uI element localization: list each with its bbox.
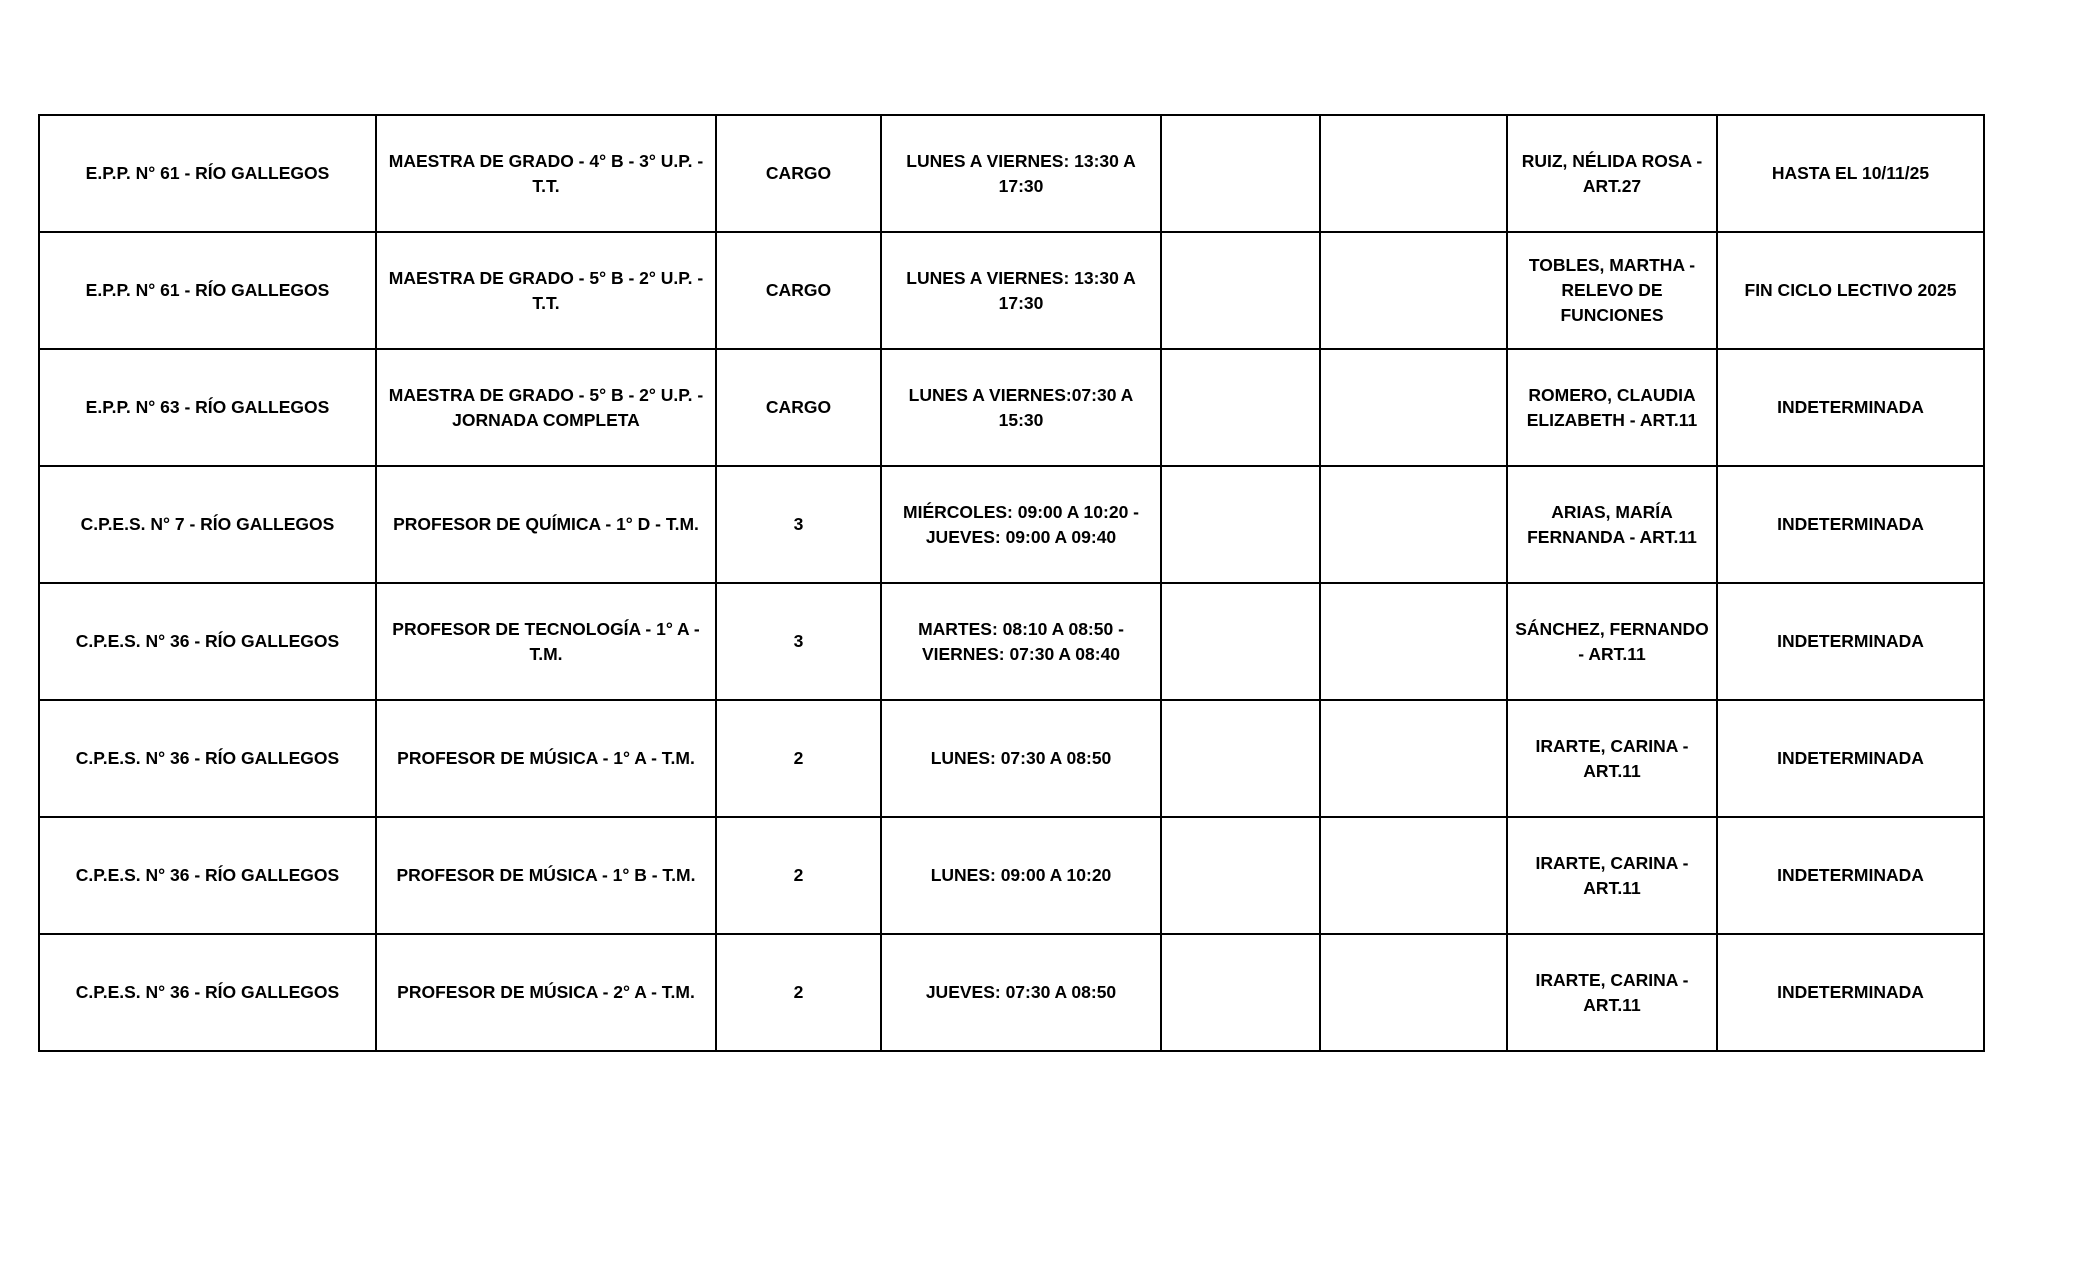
cell-position: MAESTRA DE GRADO - 4° B - 3° U.P. - T.T. — [376, 115, 716, 232]
cell-empty — [1161, 817, 1320, 934]
cell-schedule: LUNES A VIERNES: 13:30 A 17:30 — [881, 115, 1161, 232]
table-row — [39, 232, 1984, 349]
cell-school: E.P.P. N° 61 - RÍO GALLEGOS — [39, 232, 376, 349]
cell-school: E.P.P. N° 61 - RÍO GALLEGOS — [39, 115, 376, 232]
cell-empty — [1161, 232, 1320, 349]
cell-schedule: MARTES: 08:10 A 08:50 - VIERNES: 07:30 A 08:40 — [881, 583, 1161, 700]
cell-school: C.P.E.S. N° 36 - RÍO GALLEGOS — [39, 934, 376, 1051]
cell-replaces: IRARTE, CARINA - ART.11 — [1507, 700, 1717, 817]
cell-school: C.P.E.S. N° 36 - RÍO GALLEGOS — [39, 583, 376, 700]
cell-school: C.P.E.S. N° 36 - RÍO GALLEGOS — [39, 700, 376, 817]
table-row — [39, 115, 1984, 232]
table-row — [39, 817, 1984, 934]
cell-empty — [1161, 349, 1320, 466]
cell-hours: 3 — [716, 583, 881, 700]
cell-empty — [1161, 700, 1320, 817]
cell-hours: 2 — [716, 817, 881, 934]
cell-schedule: MIÉRCOLES: 09:00 A 10:20 - JUEVES: 09:00 A 09:40 — [881, 466, 1161, 583]
table-body — [39, 115, 1984, 1051]
cell-empty — [1320, 466, 1507, 583]
cell-period: FIN CICLO LECTIVO 2025 — [1717, 232, 1984, 349]
cell-position: PROFESOR DE MÚSICA - 1° B - T.M. — [376, 817, 716, 934]
cell-position: PROFESOR DE QUÍMICA - 1° D - T.M. — [376, 466, 716, 583]
cell-hours: 2 — [716, 700, 881, 817]
cell-hours: CARGO — [716, 115, 881, 232]
cell-replaces: ARIAS, MARÍA FERNANDA - ART.11 — [1507, 466, 1717, 583]
cell-period: INDETERMINADA — [1717, 349, 1984, 466]
cell-period: INDETERMINADA — [1717, 934, 1984, 1051]
cell-position: MAESTRA DE GRADO - 5° B - 2° U.P. - T.T. — [376, 232, 716, 349]
vacancy-table — [38, 114, 1985, 1052]
cell-schedule: LUNES: 09:00 A 10:20 — [881, 817, 1161, 934]
cell-period: INDETERMINADA — [1717, 817, 1984, 934]
cell-schedule: LUNES A VIERNES: 13:30 A 17:30 — [881, 232, 1161, 349]
cell-empty — [1320, 700, 1507, 817]
table-row — [39, 700, 1984, 817]
cell-replaces: RUIZ, NÉLIDA ROSA - ART.27 — [1507, 115, 1717, 232]
cell-hours: CARGO — [716, 349, 881, 466]
cell-replaces: ROMERO, CLAUDIA ELIZABETH - ART.11 — [1507, 349, 1717, 466]
cell-period: HASTA EL 10/11/25 — [1717, 115, 1984, 232]
cell-period: INDETERMINADA — [1717, 700, 1984, 817]
cell-empty — [1320, 349, 1507, 466]
cell-replaces: TOBLES, MARTHA - RELEVO DE FUNCIONES — [1507, 232, 1717, 349]
cell-position: PROFESOR DE MÚSICA - 2° A - T.M. — [376, 934, 716, 1051]
cell-position: MAESTRA DE GRADO - 5° B - 2° U.P. - JORNADA COMPLETA — [376, 349, 716, 466]
table-row — [39, 349, 1984, 466]
cell-empty — [1320, 583, 1507, 700]
cell-school: C.P.E.S. N° 36 - RÍO GALLEGOS — [39, 817, 376, 934]
cell-hours: 3 — [716, 466, 881, 583]
cell-empty — [1320, 934, 1507, 1051]
cell-empty — [1320, 817, 1507, 934]
cell-school: C.P.E.S. N° 7 - RÍO GALLEGOS — [39, 466, 376, 583]
table-row — [39, 466, 1984, 583]
cell-empty — [1161, 583, 1320, 700]
cell-position: PROFESOR DE MÚSICA - 1° A - T.M. — [376, 700, 716, 817]
cell-empty — [1161, 115, 1320, 232]
cell-replaces: IRARTE, CARINA - ART.11 — [1507, 934, 1717, 1051]
cell-period: INDETERMINADA — [1717, 583, 1984, 700]
cell-period: INDETERMINADA — [1717, 466, 1984, 583]
cell-position: PROFESOR DE TECNOLOGÍA - 1° A - T.M. — [376, 583, 716, 700]
cell-empty — [1320, 115, 1507, 232]
cell-school: E.P.P. N° 63 - RÍO GALLEGOS — [39, 349, 376, 466]
cell-hours: 2 — [716, 934, 881, 1051]
cell-empty — [1320, 232, 1507, 349]
cell-schedule: LUNES A VIERNES:07:30 A 15:30 — [881, 349, 1161, 466]
cell-hours: CARGO — [716, 232, 881, 349]
cell-schedule: LUNES: 07:30 A 08:50 — [881, 700, 1161, 817]
table-row — [39, 583, 1984, 700]
cell-empty — [1161, 466, 1320, 583]
cell-replaces: SÁNCHEZ, FERNANDO - ART.11 — [1507, 583, 1717, 700]
cell-empty — [1161, 934, 1320, 1051]
cell-replaces: IRARTE, CARINA - ART.11 — [1507, 817, 1717, 934]
table-row — [39, 934, 1984, 1051]
document-sheet — [38, 114, 1983, 1052]
cell-schedule: JUEVES: 07:30 A 08:50 — [881, 934, 1161, 1051]
